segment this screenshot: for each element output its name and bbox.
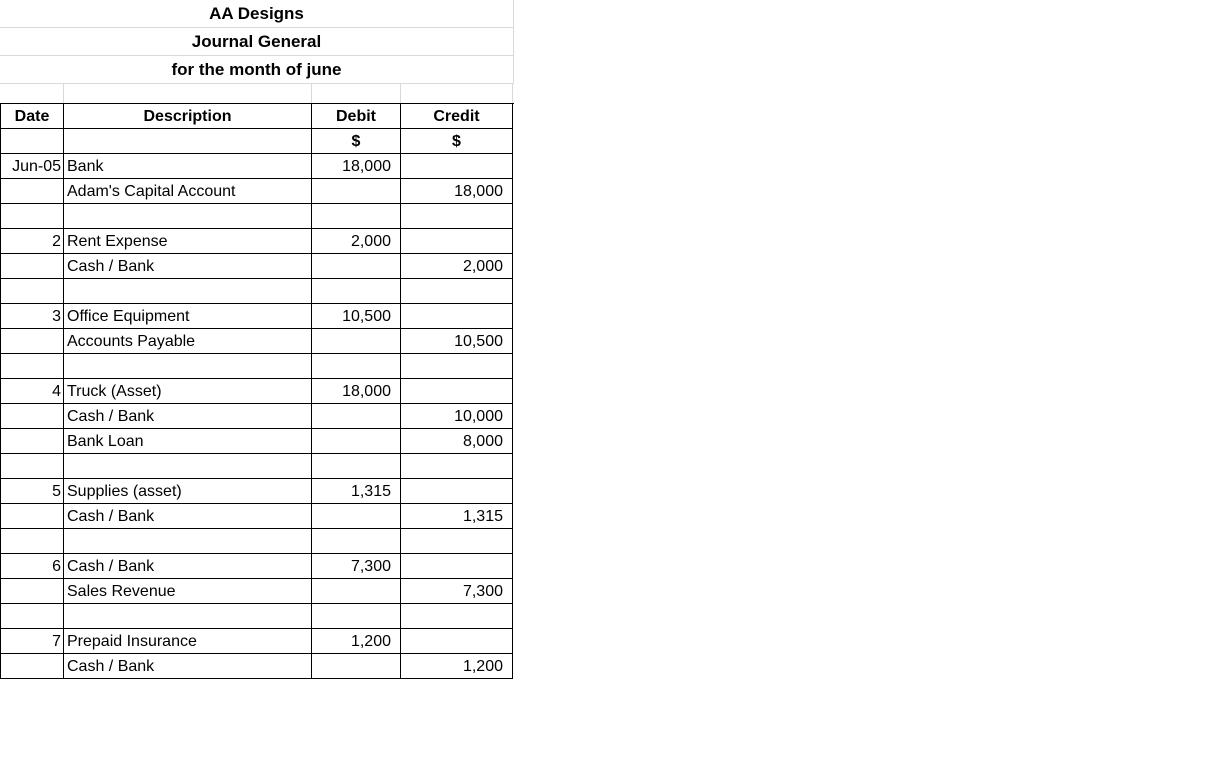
entry-credit bbox=[401, 154, 513, 179]
entry-description: Cash / Bank bbox=[64, 554, 312, 579]
column-header-date: Date bbox=[0, 104, 64, 129]
entry-credit: 2,000 bbox=[401, 254, 513, 279]
entry-debit: 2,000 bbox=[312, 229, 401, 254]
entry-date bbox=[0, 579, 64, 604]
entry-debit: 1,315 bbox=[312, 479, 401, 504]
entry-credit: 7,300 bbox=[401, 579, 513, 604]
entry-debit bbox=[312, 179, 401, 204]
entry-description bbox=[64, 204, 312, 229]
entry-description: Bank bbox=[64, 154, 312, 179]
entry-date bbox=[0, 429, 64, 454]
entry-credit bbox=[401, 279, 513, 304]
unit-cell-date bbox=[0, 129, 64, 154]
entry-credit: 18,000 bbox=[401, 179, 513, 204]
entry-date: 4 bbox=[0, 379, 64, 404]
entry-credit: 10,500 bbox=[401, 329, 513, 354]
entry-debit bbox=[312, 279, 401, 304]
entry-date bbox=[0, 454, 64, 479]
entry-credit bbox=[401, 204, 513, 229]
entry-credit bbox=[401, 529, 513, 554]
entry-credit bbox=[401, 629, 513, 654]
entry-date bbox=[0, 654, 64, 679]
entry-date bbox=[0, 604, 64, 629]
entry-date bbox=[0, 354, 64, 379]
entry-debit: 7,300 bbox=[312, 554, 401, 579]
entry-date bbox=[0, 204, 64, 229]
entry-debit bbox=[312, 404, 401, 429]
entry-description: Accounts Payable bbox=[64, 329, 312, 354]
entry-debit bbox=[312, 204, 401, 229]
entry-credit: 1,200 bbox=[401, 654, 513, 679]
entry-debit bbox=[312, 429, 401, 454]
entry-debit bbox=[312, 454, 401, 479]
entry-credit bbox=[401, 479, 513, 504]
entry-credit bbox=[401, 454, 513, 479]
entry-description bbox=[64, 354, 312, 379]
column-header-description: Description bbox=[64, 104, 312, 129]
entry-debit: 18,000 bbox=[312, 154, 401, 179]
entry-debit bbox=[312, 529, 401, 554]
entry-description: Adam's Capital Account bbox=[64, 179, 312, 204]
entry-description: Prepaid Insurance bbox=[64, 629, 312, 654]
entry-date bbox=[0, 179, 64, 204]
entry-description: Cash / Bank bbox=[64, 504, 312, 529]
entry-credit bbox=[401, 604, 513, 629]
debit-unit: $ bbox=[312, 129, 401, 154]
entry-credit bbox=[401, 354, 513, 379]
journal-table bbox=[0, 104, 514, 679]
spacer-row bbox=[0, 84, 514, 104]
entry-date bbox=[0, 504, 64, 529]
entry-debit: 10,500 bbox=[312, 304, 401, 329]
entry-description: Truck (Asset) bbox=[64, 379, 312, 404]
entry-date: 3 bbox=[0, 304, 64, 329]
journal-title: Journal General bbox=[0, 28, 514, 56]
entry-date bbox=[0, 404, 64, 429]
entry-date: 5 bbox=[0, 479, 64, 504]
entry-description bbox=[64, 454, 312, 479]
entry-description: Rent Expense bbox=[64, 229, 312, 254]
entry-date: 2 bbox=[0, 229, 64, 254]
column-header-credit: Credit bbox=[401, 104, 513, 129]
entry-date: 6 bbox=[0, 554, 64, 579]
entry-credit bbox=[401, 554, 513, 579]
entry-debit bbox=[312, 354, 401, 379]
entry-credit bbox=[401, 229, 513, 254]
entry-date bbox=[0, 279, 64, 304]
column-header-debit: Debit bbox=[312, 104, 401, 129]
entry-description: Cash / Bank bbox=[64, 254, 312, 279]
entry-debit bbox=[312, 654, 401, 679]
unit-cell-description bbox=[64, 129, 312, 154]
entry-description: Office Equipment bbox=[64, 304, 312, 329]
entry-description: Sales Revenue bbox=[64, 579, 312, 604]
entry-debit bbox=[312, 579, 401, 604]
entry-debit: 18,000 bbox=[312, 379, 401, 404]
entry-description bbox=[64, 529, 312, 554]
entry-date bbox=[0, 529, 64, 554]
entry-credit: 10,000 bbox=[401, 404, 513, 429]
entry-debit bbox=[312, 604, 401, 629]
entry-credit: 1,315 bbox=[401, 504, 513, 529]
period-title: for the month of june bbox=[0, 56, 514, 84]
entry-description: Cash / Bank bbox=[64, 404, 312, 429]
entry-credit bbox=[401, 304, 513, 329]
journal-sheet bbox=[0, 0, 514, 679]
entry-description: Bank Loan bbox=[64, 429, 312, 454]
entry-debit bbox=[312, 329, 401, 354]
entry-description bbox=[64, 604, 312, 629]
entry-credit: 8,000 bbox=[401, 429, 513, 454]
entry-debit: 1,200 bbox=[312, 629, 401, 654]
entry-debit bbox=[312, 504, 401, 529]
company-name: AA Designs bbox=[0, 0, 514, 28]
entry-date: 7 bbox=[0, 629, 64, 654]
entry-description: Cash / Bank bbox=[64, 654, 312, 679]
entry-date bbox=[0, 329, 64, 354]
credit-unit: $ bbox=[401, 129, 513, 154]
entry-date bbox=[0, 254, 64, 279]
entry-description: Supplies (asset) bbox=[64, 479, 312, 504]
entry-credit bbox=[401, 379, 513, 404]
entry-description bbox=[64, 279, 312, 304]
entry-debit bbox=[312, 254, 401, 279]
entry-date: Jun-05 bbox=[0, 154, 64, 179]
